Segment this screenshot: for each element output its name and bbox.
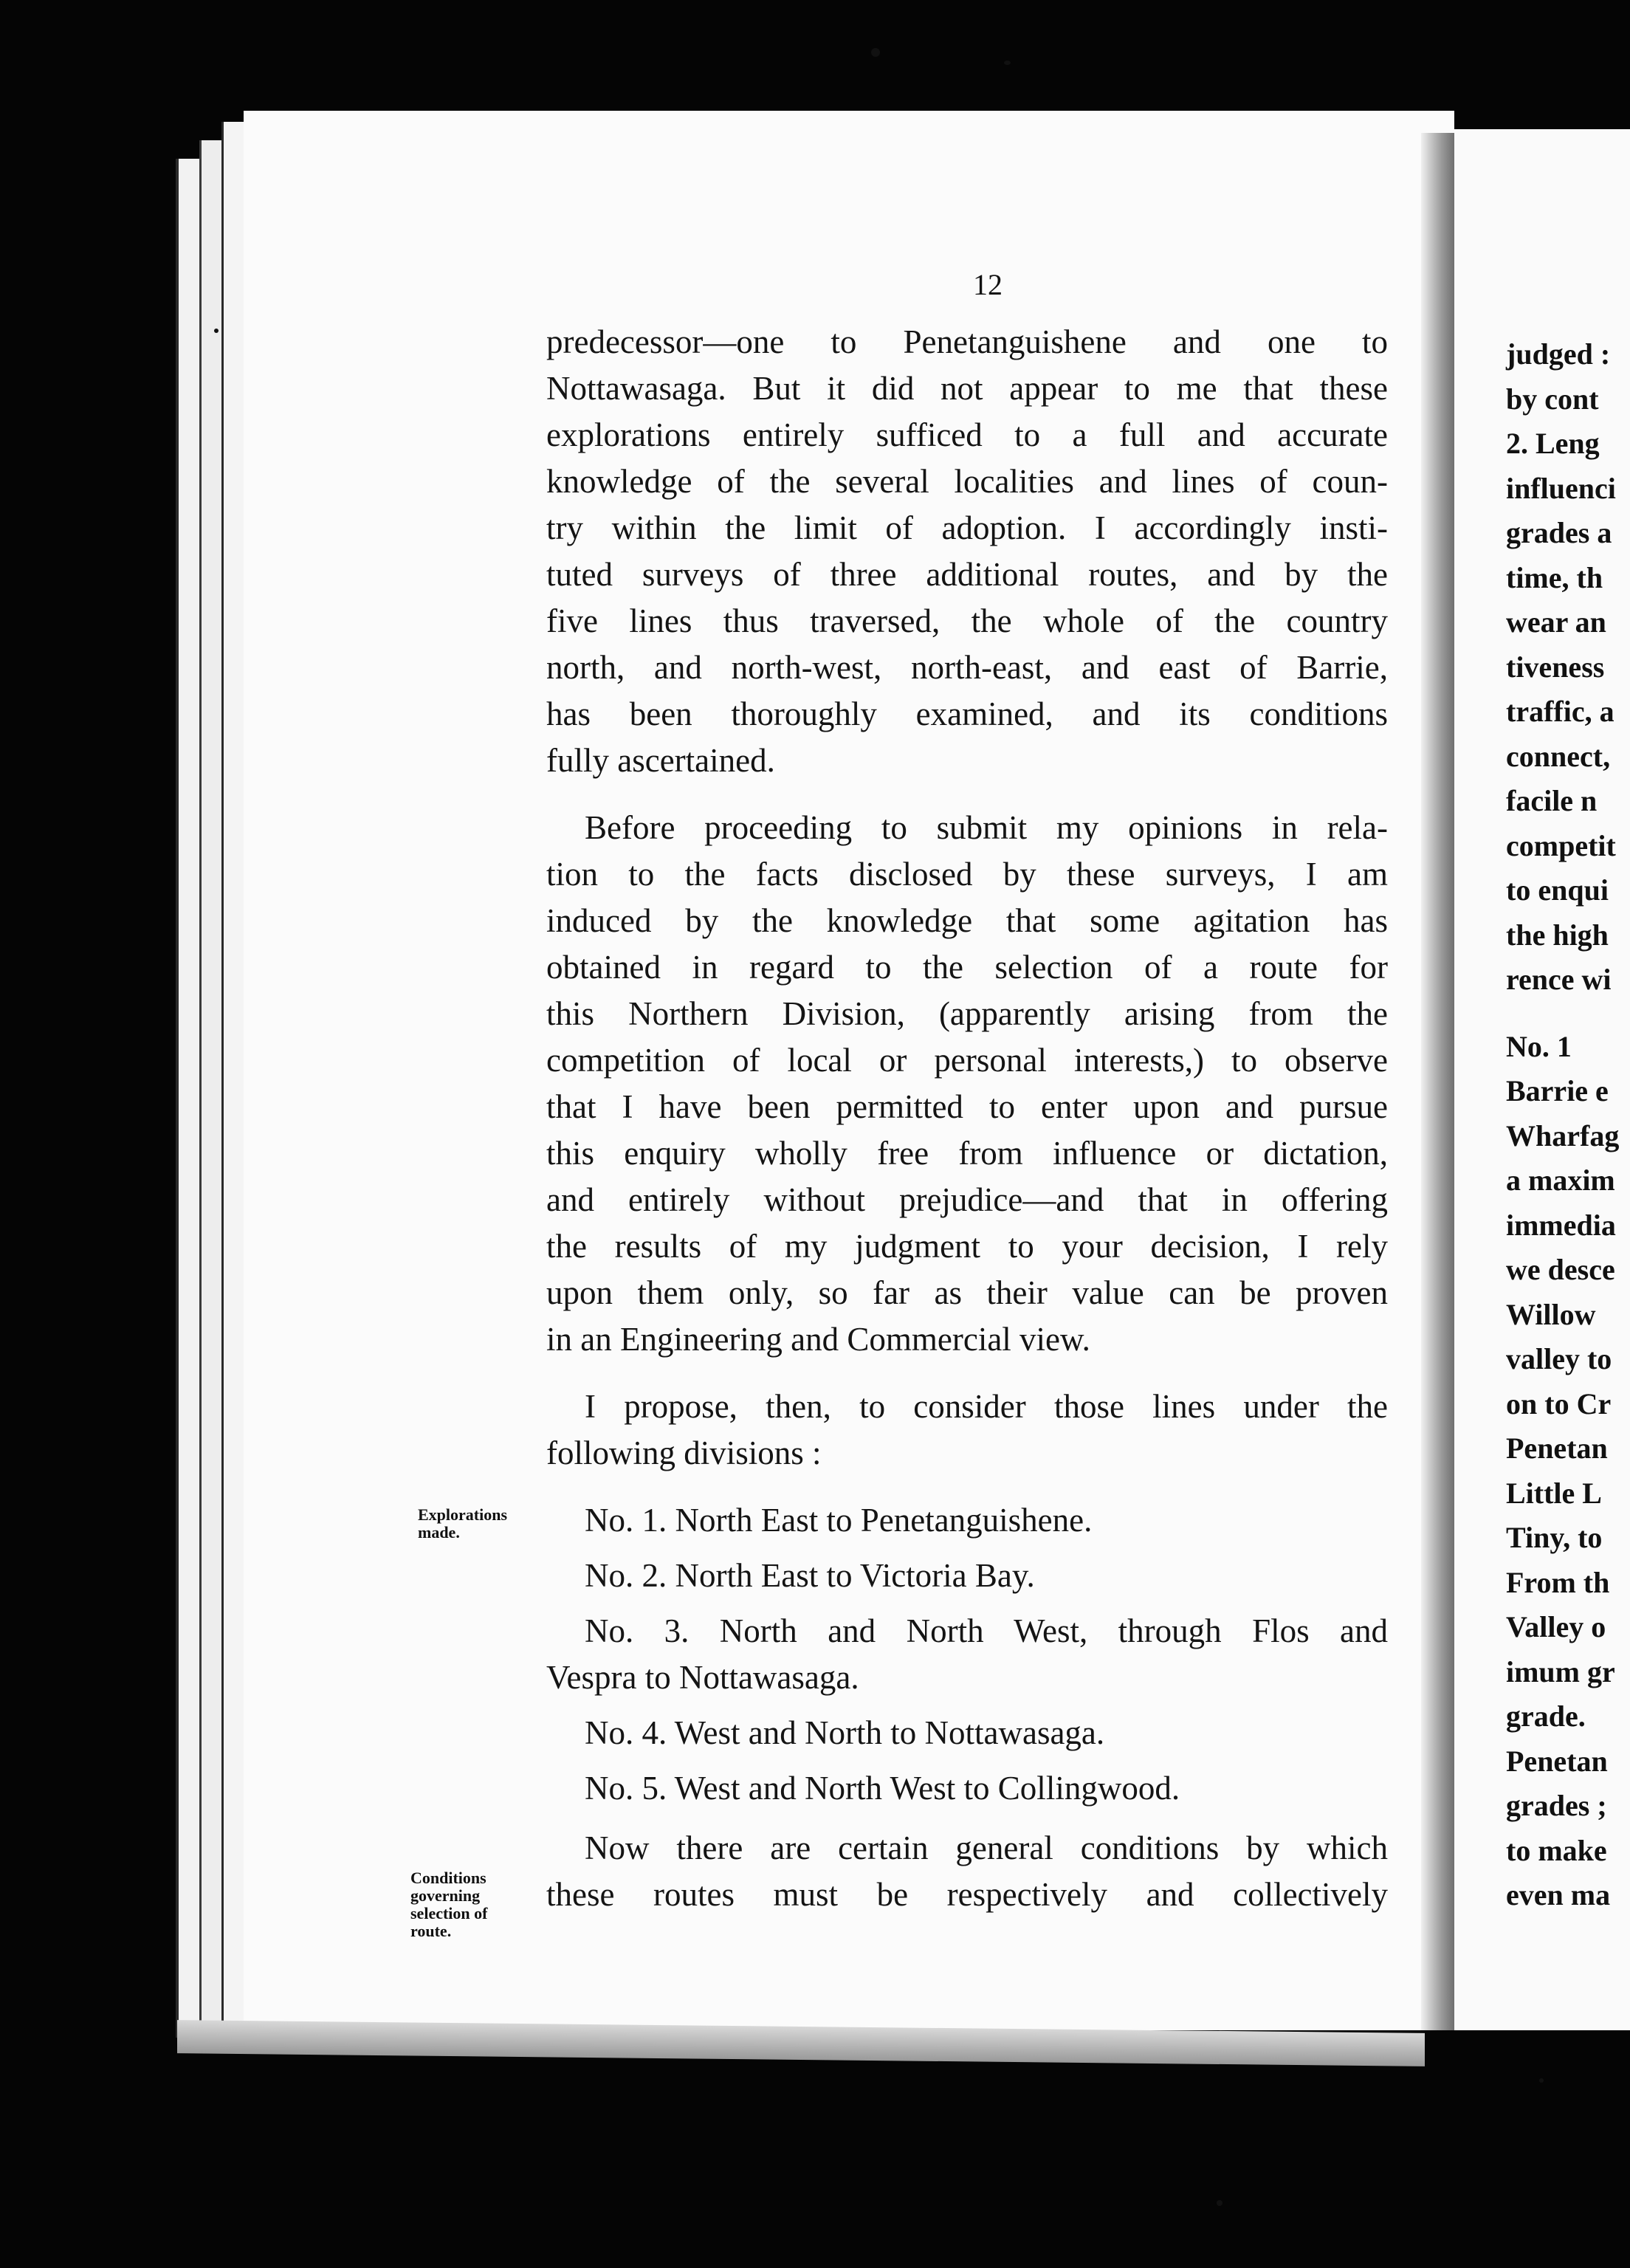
text-line: this Northern Division, (apparently arising from the [546, 995, 1388, 1032]
text-line: From th [1506, 1565, 1610, 1599]
text-line: connect, [1506, 739, 1611, 773]
text-line: Before proceeding to submit my opinions in rela- [585, 809, 1388, 846]
text-line: induced by the knowledge that some agitation has [546, 902, 1388, 939]
text-line: I propose, then, to consider those lines under the [585, 1388, 1388, 1425]
text-line: on to Cr [1506, 1386, 1612, 1420]
list-item [546, 1497, 1388, 1544]
text-line: five lines thus traversed, the whole of the country [546, 602, 1388, 639]
text-line: by cont [1506, 382, 1599, 416]
text-line: No. 4. West and North to Nottawasaga. [585, 1714, 1105, 1751]
marginal-line: made. [418, 1523, 460, 1542]
facing-page-text [1506, 332, 1630, 1918]
dust-speck [1004, 61, 1011, 65]
main-text [546, 319, 1388, 1939]
text-line: grades a [1506, 516, 1612, 549]
dust-speck [1539, 2078, 1544, 2083]
text-line: No. 3. North and North West, through Flos and [585, 1612, 1388, 1649]
text-line: No. 1. North East to Penetanguishene. [585, 1502, 1093, 1539]
text-line: fully ascertained. [546, 742, 775, 779]
text-line: competit [1506, 828, 1616, 862]
text-line: and entirely without prejudice—and that in offering [546, 1181, 1388, 1218]
text-line: Little L [1506, 1476, 1602, 1510]
text-line: we desce [1506, 1253, 1615, 1286]
text-line: No. 1 [1506, 1029, 1572, 1063]
text-line: a maxim [1506, 1164, 1615, 1197]
text-line: upon them only, so far as their value can be proven [546, 1274, 1388, 1311]
text-line: tuted surveys of three additional routes, and by the [546, 556, 1388, 593]
text-line: Barrie e [1506, 1074, 1609, 1107]
marginal-line: selection of [410, 1904, 488, 1922]
marginal-line: Conditions [410, 1869, 486, 1887]
text-line: Wharfag [1506, 1118, 1620, 1152]
list-item [546, 1710, 1388, 1756]
text-line: following divisions : [546, 1434, 822, 1471]
text-line: try within the limit of adoption. I accordingly insti- [546, 509, 1388, 546]
marginal-line: governing [410, 1886, 481, 1905]
text-line: that I have been permitted to enter upon and pursue [546, 1088, 1388, 1125]
text-line: grade. [1506, 1700, 1586, 1733]
route-list [546, 1497, 1388, 1812]
text-line: valley to [1506, 1342, 1612, 1375]
text-line: tion to the facts disclosed by these surveys, I am [546, 856, 1388, 893]
text-line: in an Engineering and Commercial view. [546, 1321, 1090, 1358]
text-line: north, and north-west, north-east, and east of Barrie, [546, 649, 1388, 686]
text-line: to enqui [1506, 873, 1609, 907]
text-line: Tiny, to [1506, 1521, 1603, 1554]
text-line: this enquiry wholly free from influence or dictation, [546, 1135, 1388, 1172]
text-line: No. 5. West and North West to Collingwood. [585, 1770, 1180, 1807]
dust-speck [214, 329, 219, 333]
text-line: Valley o [1506, 1610, 1606, 1643]
list-item [546, 1765, 1388, 1812]
text-line: grades ; [1506, 1789, 1607, 1822]
text-line: explorations entirely sufficed to a full and accurate [546, 416, 1388, 453]
marginal-note [418, 1506, 507, 1542]
text-line: the results of my judgment to your decision, I rely [546, 1228, 1388, 1265]
paragraph [546, 805, 1388, 1363]
text-line: immedia [1506, 1208, 1616, 1242]
text-line: knowledge of the several localities and lines of coun- [546, 463, 1388, 500]
dust-speck [1217, 2200, 1222, 2206]
text-line: wear an [1506, 605, 1606, 639]
text-line: these routes must be respectively and collectively [546, 1876, 1388, 1913]
list-item [546, 1553, 1388, 1599]
paragraph [546, 1384, 1388, 1477]
text-line: facile n [1506, 784, 1598, 817]
text-line: has been thoroughly examined, and its conditions [546, 695, 1388, 732]
text-line: No. 2. North East to Victoria Bay. [585, 1557, 1035, 1594]
paragraph [546, 319, 1388, 784]
text-line: competition of local or personal interests,) to observe [546, 1042, 1388, 1079]
text-line: to make [1506, 1833, 1607, 1867]
paragraph [546, 1825, 1388, 1918]
marginal-line: route. [410, 1922, 452, 1940]
text-line: Vespra to Nottawasaga. [546, 1659, 859, 1696]
text-line: Willow [1506, 1297, 1596, 1331]
text-line: obtained in regard to the selection of a route for [546, 949, 1388, 986]
text-line: Nottawasaga. But it did not appear to me that these [546, 370, 1388, 407]
text-line: tiveness [1506, 650, 1605, 684]
text-line: Penetan [1506, 1432, 1608, 1465]
text-line: even ma [1506, 1878, 1611, 1911]
text-line: influenci [1506, 471, 1616, 505]
dust-speck [871, 48, 880, 57]
marginal-line: Explorations [418, 1505, 508, 1524]
text-line: rence wi [1506, 963, 1612, 996]
text-line: Now there are certain general conditions by which [585, 1829, 1388, 1866]
book-gutter [1421, 133, 1454, 2030]
marginal-note [410, 1869, 487, 1940]
text-line: Penetan [1506, 1744, 1608, 1778]
text-line: traffic, a [1506, 695, 1614, 728]
text-line: imum gr [1506, 1654, 1615, 1688]
text-line: predecessor—one to Penetanguishene and one to [546, 323, 1388, 360]
text-line: judged : [1506, 337, 1611, 371]
page-number: 12 [973, 268, 1003, 301]
list-item [546, 1608, 1388, 1701]
text-line: 2. Leng [1506, 427, 1600, 460]
text-line: time, th [1506, 560, 1603, 594]
text-line: the high [1506, 918, 1609, 952]
